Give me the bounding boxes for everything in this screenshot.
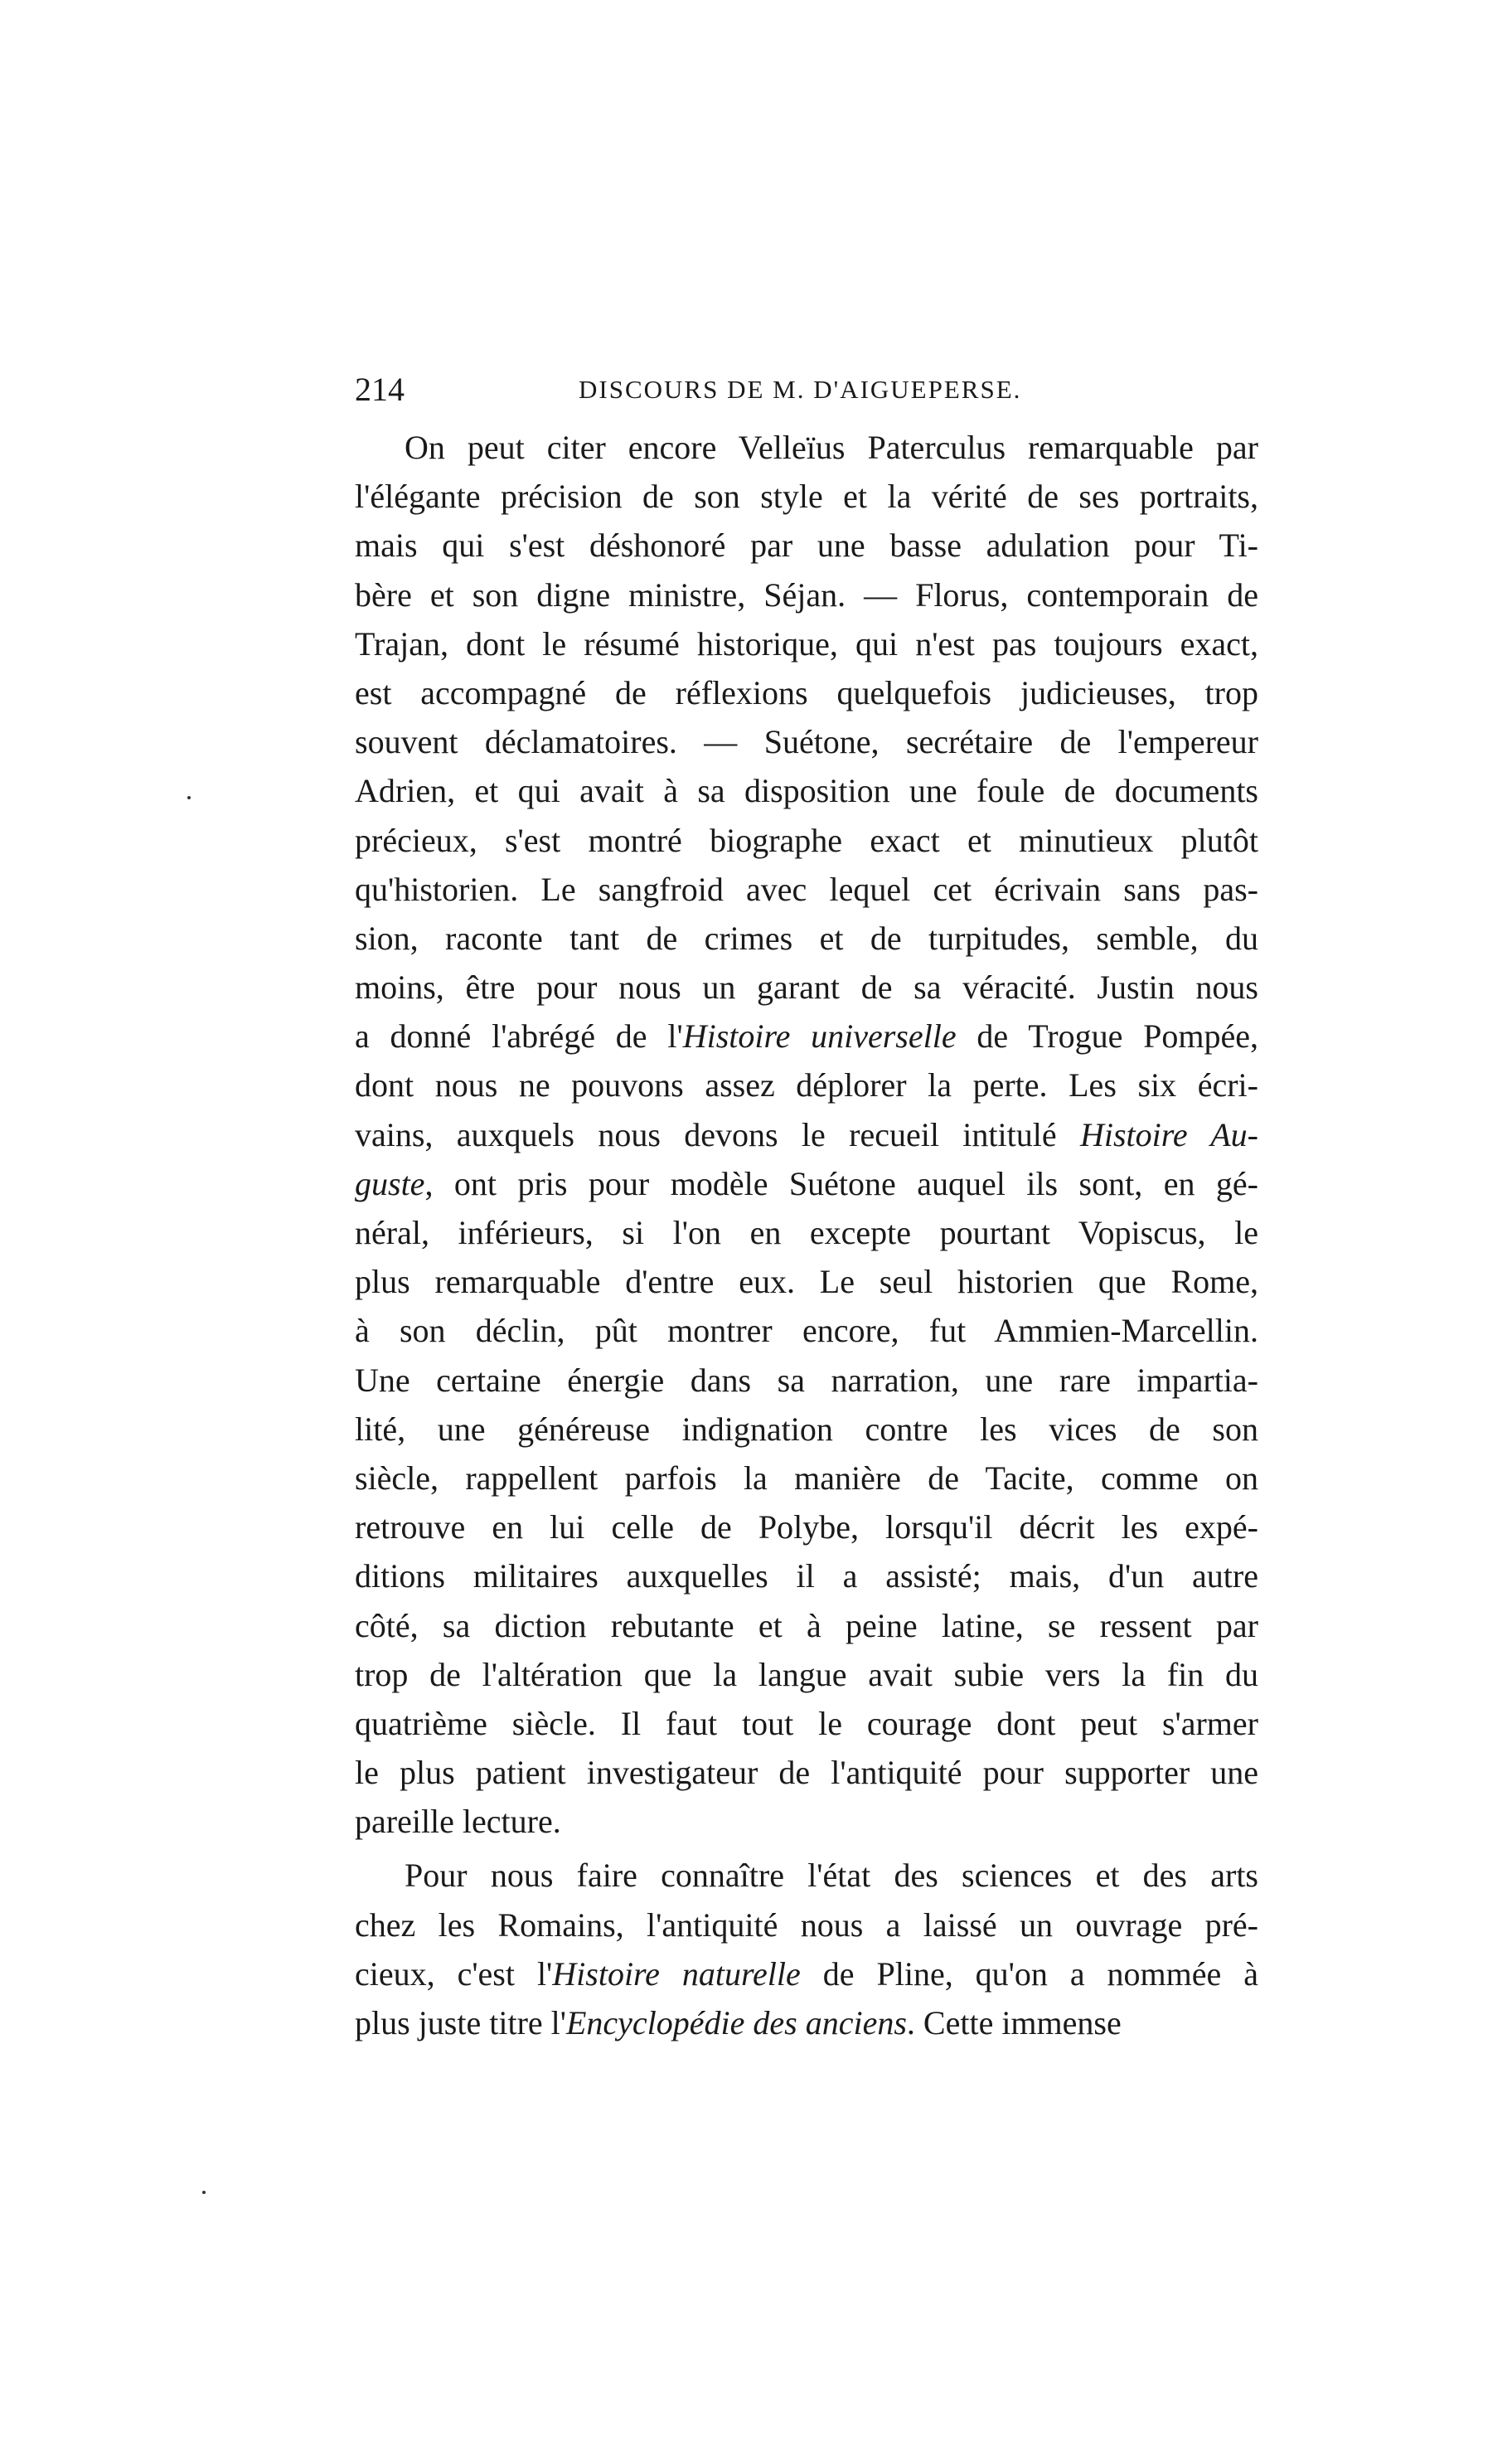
italic-title: Histoire universelle [682, 1017, 957, 1056]
text-segment: l'élégante précision de son style et la vérité de ses portraits, [355, 478, 1258, 516]
speck-mark [187, 796, 191, 799]
text-segment: trop de l'altération que la langue avait subie vers la fin du [355, 1655, 1258, 1693]
text-line [355, 1998, 1258, 2047]
text-segment: côté, sa diction rebutante et à peine latine, se ressent par [355, 1606, 1258, 1644]
text-line [355, 1748, 1258, 1797]
text-segment: , ont pris pour modèle Suétone auquel ils sont, en gé- [424, 1164, 1258, 1202]
text-segment: de Trogue Pompée, [956, 1017, 1259, 1056]
text-segment: moins, être pour nous un garant de sa véracité. Justin nous [355, 968, 1258, 1007]
italic-title: Encyclopédie des anciens [565, 2004, 907, 2041]
text-segment: Adrien, et qui avait à sa disposition une foule de documents [355, 772, 1258, 810]
text-segment: Trajan, dont le résumé historique, qui n'est pas toujours exact, [355, 624, 1258, 663]
text-segment: pareille lecture. [355, 1803, 561, 1841]
text-line [355, 1650, 1258, 1699]
speck-mark [202, 2191, 206, 2194]
text-line [355, 472, 1258, 521]
text-line [355, 619, 1258, 668]
text-line [355, 1257, 1258, 1306]
text-line [355, 1405, 1258, 1454]
text-segment: lité, une généreuse indignation contre les vices de son [355, 1410, 1258, 1448]
text-line [355, 1061, 1258, 1109]
text-line [355, 1601, 1258, 1650]
text-segment: qu'historien. Le sangfroid avec lequel cet écrivain sans pas- [355, 870, 1258, 908]
text-line [355, 963, 1258, 1012]
text-segment: plus remarquable d'entre eux. Le seul historien que Rome, [355, 1263, 1258, 1301]
text-line [355, 717, 1258, 766]
text-line [355, 668, 1258, 717]
text-segment: quatrième siècle. Il faut tout le courage dont peut s'armer [355, 1704, 1258, 1742]
text-segment: Pour nous faire connaître l'état des sciences et des arts [405, 1857, 1258, 1895]
text-line [355, 1502, 1258, 1551]
running-title: DISCOURS DE M. D'AIGUEPERSE. [579, 375, 1022, 404]
text-line [355, 1949, 1258, 1998]
text-segment: retrouve en lui celle de Polybe, lorsqu'il décrit les expé- [355, 1508, 1258, 1546]
text-line [355, 865, 1258, 914]
text-segment: . Cette immense [906, 2004, 1122, 2041]
text-line [355, 1208, 1258, 1257]
text-line [355, 1306, 1258, 1355]
text-segment: plus juste titre l' [355, 2004, 566, 2041]
text-line [355, 521, 1258, 570]
text-segment: Une certaine énergie dans sa narration, une rare impartia- [355, 1361, 1258, 1399]
text-line [355, 1901, 1258, 1949]
body-text [355, 423, 1258, 2047]
text-segment: dont nous ne pouvons assez déplorer la perte. Les six écri- [355, 1066, 1258, 1104]
text-segment: le plus patient investigateur de l'antiquité pour supporter une [355, 1754, 1258, 1792]
text-line [355, 1454, 1258, 1502]
text-line [355, 1699, 1258, 1748]
text-segment: On peut citer encore Velleïus Paterculus remarquable par [405, 429, 1258, 466]
text-segment: bère et son digne ministre, Séjan. — Florus, contemporain de [355, 575, 1258, 614]
text-line [355, 423, 1258, 472]
text-line [355, 766, 1258, 815]
italic-title: Histoire Au- [1079, 1115, 1258, 1153]
text-line [355, 1356, 1258, 1405]
text-segment: précieux, s'est montré biographe exact et minutieux plutôt [355, 821, 1258, 859]
text-line [355, 1110, 1258, 1159]
text-line [355, 914, 1258, 963]
italic-title: Histoire naturelle [552, 1954, 801, 1993]
text-line [355, 1551, 1258, 1600]
text-line [355, 1159, 1258, 1208]
page-number: 214 [355, 371, 405, 408]
text-segment: néral, inférieurs, si l'on en excepte pourtant Vopiscus, le [355, 1214, 1258, 1251]
text-segment: vains, auxquels nous devons le recueil intitulé [355, 1115, 1080, 1153]
text-line [355, 1797, 1258, 1846]
text-segment: à son déclin, pût montrer encore, fut Ammien-Marcellin. [355, 1312, 1258, 1350]
text-segment: chez les Romains, l'antiquité nous a laissé un ouvrage pré- [355, 1905, 1258, 1944]
text-segment: souvent déclamatoires. — Suétone, secrétaire de l'empereur [355, 723, 1258, 761]
text-segment: siècle, rappellent parfois la manière de Tacite, comme on [355, 1459, 1258, 1497]
text-segment: mais qui s'est déshonoré par une basse adulation pour Ti- [355, 527, 1258, 565]
text-segment: sion, raconte tant de crimes et de turpitudes, semble, du [355, 919, 1258, 957]
text-segment: cieux, c'est l' [355, 1954, 553, 1993]
text-line [355, 1012, 1258, 1061]
text-segment: ditions militaires auxquelles il a assisté; mais, d'un autre [355, 1557, 1258, 1595]
text-segment: est accompagné de réflexions quelquefois judicieuses, trop [355, 673, 1258, 711]
italic-title: guste [355, 1164, 425, 1202]
running-head [355, 365, 1258, 415]
text-segment: de Pline, qu'on a nommée à [800, 1954, 1258, 1993]
text-segment: a donné l'abrégé de l' [355, 1017, 683, 1056]
text-line [355, 1851, 1258, 1900]
text-line [355, 816, 1258, 865]
text-line [355, 570, 1258, 619]
